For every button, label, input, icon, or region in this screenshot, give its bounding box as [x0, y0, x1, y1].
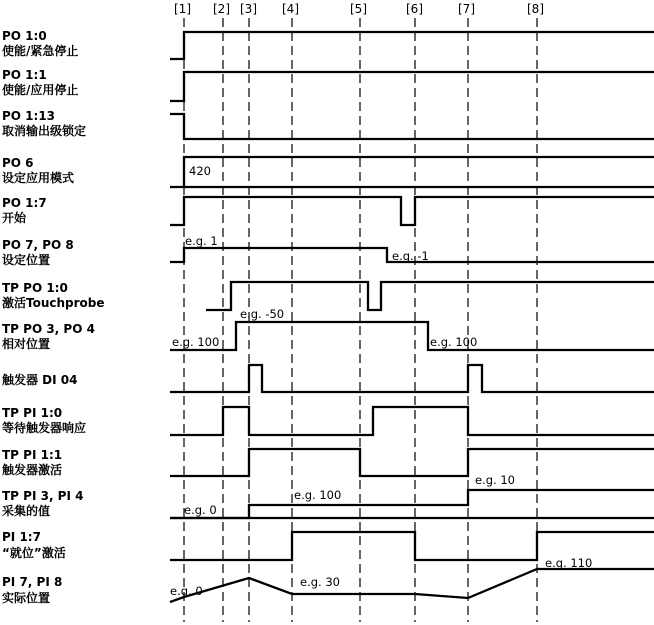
- marker-1: [1]: [174, 2, 191, 16]
- signal-label-tp-pi1-1-id: TP PI 1:1: [2, 448, 63, 462]
- marker-3: [3]: [240, 2, 257, 16]
- marker-2: [2]: [213, 2, 230, 16]
- annotation-relpos-after: e.g. 100: [430, 335, 478, 349]
- waveform-po1-1: [170, 72, 654, 101]
- waveform-tp-po3-po4: [170, 322, 654, 350]
- marker-8: [8]: [527, 2, 544, 16]
- marker-7: [7]: [458, 2, 475, 16]
- waveform-pi7-pi8: [170, 569, 654, 602]
- signal-label-po1-13-desc: 取消输出级锁定: [2, 124, 87, 138]
- signal-label-trigger-di04: 触发器 DI 04: [2, 373, 78, 387]
- annotation-actual-start: e.g. 0: [170, 584, 203, 598]
- signal-label-tp-po1-0-desc: 激活Touchprobe: [2, 296, 105, 310]
- waveform-po6: [170, 157, 654, 187]
- marker-6: [6]: [406, 2, 423, 16]
- signal-label-tp-pi1-0-desc: 等待触发器响应: [2, 421, 87, 435]
- time-markers: [174, 2, 544, 16]
- signal-label-po7-po8-desc: 设定位置: [2, 253, 51, 267]
- signal-label-tp-pi1-0-id: TP PI 1:0: [2, 406, 63, 420]
- annotation-actual-mid: e.g. 30: [300, 575, 340, 589]
- marker-4: [4]: [282, 2, 299, 16]
- signal-label-tp-po1-0-id: TP PO 1:0: [2, 281, 68, 295]
- signal-label-tp-pi3-pi4-desc: 采集的值: [2, 504, 51, 518]
- signal-label-tp-pi1-1-desc: 触发器激活: [2, 463, 63, 477]
- signal-label-po7-po8-id: PO 7, PO 8: [2, 238, 74, 252]
- waveform-po1-7: [170, 197, 654, 225]
- signal-label-po1-7-desc: 开始: [2, 211, 27, 225]
- signal-label-po1-13-id: PO 1:13: [2, 109, 56, 123]
- signal-label-pi1-7-desc: “就位”激活: [2, 546, 66, 560]
- annotation-captured-first: e.g. 100: [294, 488, 342, 502]
- waveform-trigger-di04: [170, 365, 654, 392]
- signal-label-pi7-pi8-id: PI 7, PI 8: [2, 575, 63, 589]
- signal-label-pi1-7-id: PI 1:7: [2, 530, 41, 544]
- signal-label-po1-1-id: PO 1:1: [2, 68, 47, 82]
- signal-label-po1-1-desc: 使能/应用停止: [2, 83, 79, 97]
- signal-label-tp-po3-po4-desc: 相对位置: [2, 337, 51, 351]
- signal-label-tp-po3-po4-id: TP PO 3, PO 4: [2, 322, 95, 336]
- signal-label-po1-0-desc: 使能/紧急停止: [2, 44, 79, 58]
- signal-label-pi7-pi8-desc: 实际位置: [2, 591, 51, 605]
- annotation-po6-value: 420: [189, 164, 211, 178]
- signal-label-po1-0-id: PO 1:0: [2, 29, 47, 43]
- annotation-captured-second: e.g. 10: [475, 473, 515, 487]
- waveform-tp-pi1-1: [170, 449, 654, 476]
- waveform-po1-13: [170, 114, 654, 139]
- annotation-setpos-initial: e.g. 1: [185, 234, 218, 248]
- annotation-captured-initial: e.g. 0: [184, 503, 217, 517]
- marker-5: [5]: [350, 2, 367, 16]
- waveform-po1-0: [170, 32, 654, 59]
- annotation-actual-end: e.g. 110: [545, 556, 593, 570]
- signal-label-po1-7-id: PO 1:7: [2, 196, 47, 210]
- waveform-tp-po1-0: [206, 282, 654, 310]
- waveform-tp-pi3-pi4: [170, 490, 654, 518]
- signal-labels: [2, 29, 105, 605]
- signal-label-tp-pi3-pi4-id: TP PI 3, PI 4: [2, 489, 84, 503]
- annotation-setpos-after: e.g. -1: [392, 249, 429, 263]
- waveform-tp-pi1-0: [170, 407, 654, 435]
- annotation-relpos-middle: e.g. -50: [240, 307, 285, 321]
- signal-label-po6-desc: 设定应用模式: [2, 171, 75, 185]
- annotation-relpos-initial: e.g. 100: [172, 335, 220, 349]
- signal-label-po6-id: PO 6: [2, 156, 34, 170]
